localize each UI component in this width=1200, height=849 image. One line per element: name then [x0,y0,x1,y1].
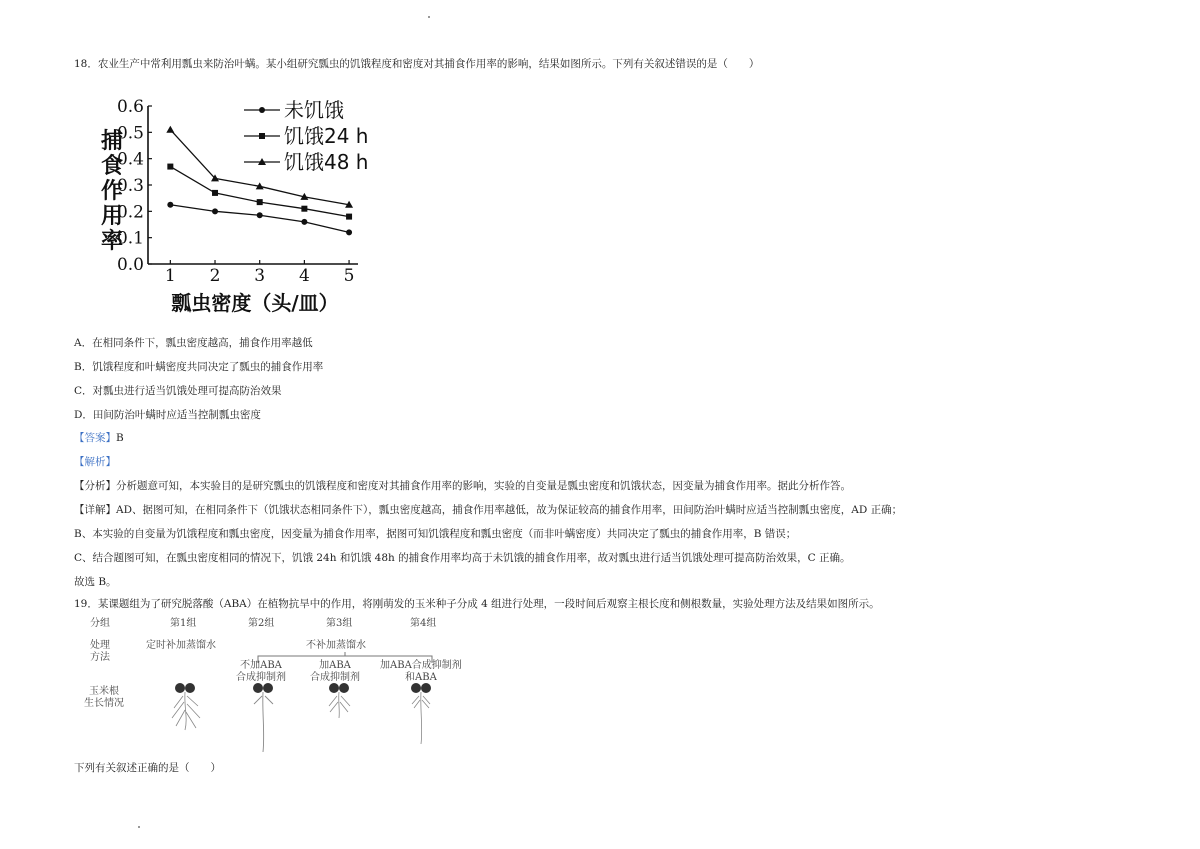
y-axis-label: 用 [100,204,124,229]
x-tick-label: 1 [164,266,176,286]
analysis-tag-xiangjie: 【详解】 [74,504,116,516]
q18-option-b: B．饥饿程度和叶螨密度共同决定了瓢虫的捕食作用率 [74,361,324,373]
root-sketch-group-4 [402,678,442,748]
data-point [301,206,307,212]
speck [428,16,430,18]
speck [138,826,140,828]
q19-question: 下列有关叙述正确的是（ ） [74,762,221,774]
predation-rate-chart [80,88,390,320]
analysis-line [74,478,851,493]
data-point [346,229,352,235]
row-label-growth: 玉米根 生长情况 [84,686,124,709]
legend-label: 饥饿24 h [284,124,369,148]
x-tick-label: 4 [298,266,310,286]
legend-label: 饥饿48 h [284,150,369,174]
y-axis-label: 食 [100,154,124,179]
root-sketch-group-3 [320,678,360,728]
group-1-treatment: 定时补加蒸馏水 [146,640,216,651]
data-point [212,208,218,214]
answer-value: B [116,432,124,444]
group-3-treatment: 加ABA 合成抑制剂 [310,660,360,683]
analysis-line: C、结合题图可知，在瓢虫密度相同的情况下，饥饿 24h 和饥饿 48h 的捕食作用率均高于未饥饿的捕食作用率，故对瓢虫进行适当饥饿处理可提高防治效果，C 正确。 [74,552,851,564]
data-point [167,164,173,170]
y-tick-label: 0.6 [116,97,144,117]
data-point [166,126,174,133]
answer-line [74,430,124,445]
y-tick-label: 0.3 [116,176,144,196]
legend-label: 未饥饿 [284,98,344,122]
y-tick-label: 0.4 [116,149,144,170]
analysis-line: B、本实验的自变量为饥饿程度和瓢虫密度，因变量为捕食作用率，据图可知饥饿程度和瓢虫密度（而非叶螨密度）共同决定了瓢虫的捕食作用率，B 错误； [74,528,797,540]
y-tick-label: 0.0 [116,255,144,275]
analysis-line [74,502,902,517]
analysis-text: 分析题意可知，本实验目的是研究瓢虫的饥饿程度和密度对其捕食作用率的影响，实验的自变量是瓢虫密度和饥饿状态，因变量为捕食作用率。据此分析作答。 [116,480,851,492]
x-tick-label: 2 [209,266,221,286]
analysis-text: AD、据图可知，在相同条件下（饥饿状态相同条件下），瓢虫密度越高，捕食作用率越低，故为保证较高的捕食作用率，田间防治叶螨时应适当控制瓢虫密度，AD 正确； [116,504,903,516]
group-1-header: 第1组 [170,618,197,629]
no-water-label: 不补加蒸馏水 [306,640,366,651]
analysis-line: 故选 B。 [74,576,117,588]
q18-stem: 18．农业生产中常利用瓢虫来防治叶螨。某小组研究瓢虫的饥饿程度和密度对其捕食作用率的影响，结果如图所示。下列有关叙述错误的是（ ） [74,58,760,70]
root-sketch-group-1 [166,678,206,738]
q19-stem: 19．某课题组为了研究脱落酸（ABA）在植物抗旱中的作用，将刚萌发的玉米种子分成 4 组进行处理，一段时间后观察主根长度和侧根数量，实验处理方法及结果如图所示。 [74,598,880,610]
y-axis-label: 率 [100,229,124,254]
experiment-table [76,612,496,762]
x-tick-label: 3 [254,266,266,286]
x-tick-label: 5 [343,266,355,286]
analysis-tag-fenxi: 【分析】 [74,480,116,492]
row-label-treatment: 处理 方法 [90,640,110,663]
legend-marker [259,107,265,113]
data-point [257,199,263,205]
data-point [167,202,173,208]
q18-option-a: A．在相同条件下，瓢虫密度越高，捕食作用率越低 [74,337,313,349]
analysis-tag: 【解析】 [74,456,116,468]
answer-tag: 【答案】 [74,432,116,444]
group-2-treatment: 不加ABA 合成抑制剂 [236,660,286,683]
series-line-1 [170,205,349,233]
data-point [212,190,218,196]
y-axis-label: 作 [100,179,124,204]
root-sketch-group-2 [244,678,284,754]
y-axis-label: 捕 [100,129,124,154]
q18-option-d: D．田间防治叶螨时应适当控制瓢虫密度 [74,409,261,421]
y-tick-label: 0.5 [116,123,144,144]
col-header-group: 分组 [90,618,110,629]
data-point [301,219,307,225]
group-2-header: 第2组 [248,618,275,629]
y-tick-label: 0.1 [116,228,144,249]
x-axis-label: 瓢虫密度（头/皿） [171,291,339,315]
group-4-header: 第4组 [410,618,437,629]
q18-option-c: C．对瓢虫进行适当饥饿处理可提高防治效果 [74,385,282,397]
data-point [346,214,352,220]
group-3-header: 第3组 [326,618,353,629]
group-4-treatment: 加ABA合成抑制剂 和ABA [380,660,462,683]
data-point [257,212,263,218]
y-tick-label: 0.2 [116,202,144,223]
legend-marker [259,133,265,139]
